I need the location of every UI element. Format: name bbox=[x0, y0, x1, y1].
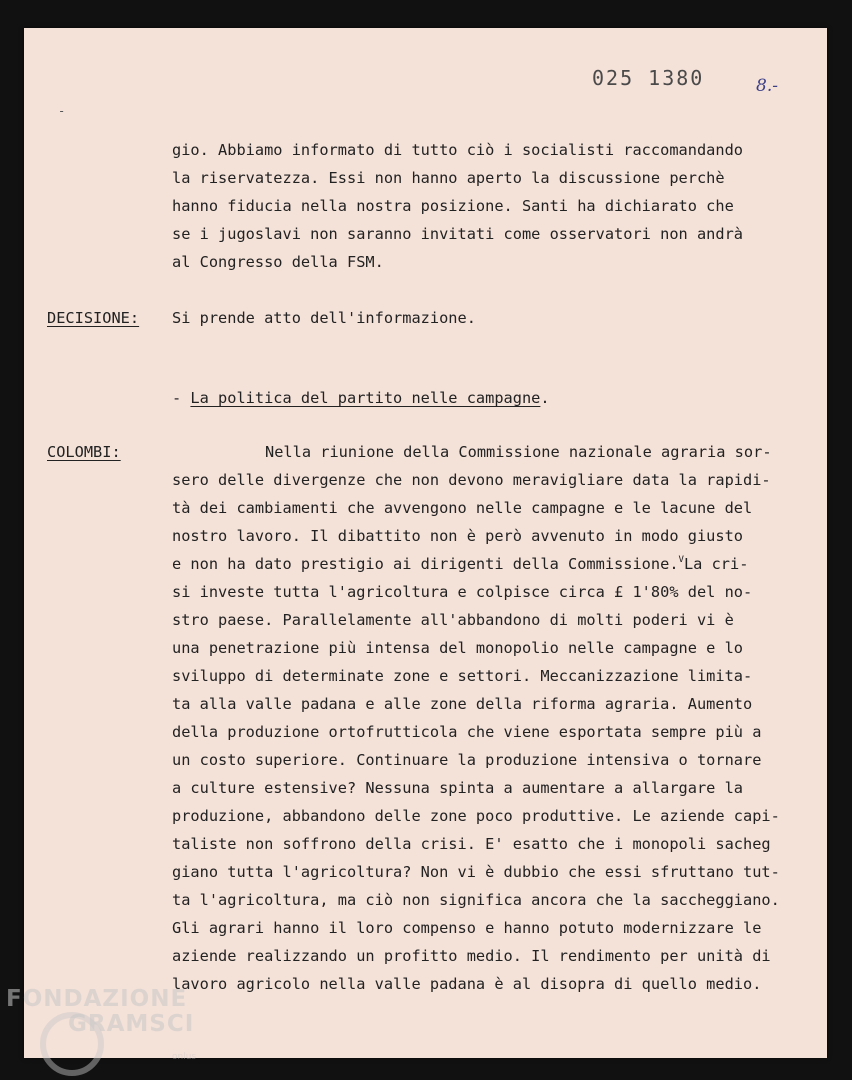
text-line: sero delle divergenze che non devono meravigliare data la rapidi- bbox=[172, 471, 771, 489]
section-end: . bbox=[540, 389, 550, 407]
text-line bbox=[172, 557, 748, 572]
text-line: gio. Abbiamo informato di tutto ciò i socialisti raccomandando bbox=[172, 141, 743, 159]
text-line: aziende realizzando un profitto medio. Il rendimento per unità di bbox=[172, 947, 771, 965]
text-line: se i jugoslavi non saranno invitati come osservatori non andrà bbox=[172, 225, 743, 243]
watermark-line: GRAMSCI bbox=[68, 1011, 195, 1037]
archive-number: 025 1380 bbox=[592, 66, 705, 90]
text-line: produzione, abbandono delle zone poco produttive. Le aziende capi- bbox=[172, 807, 780, 825]
text-line: lavoro agricolo nella valle padana è al disopra di quello medio. bbox=[172, 975, 762, 993]
text-line: giano tutta l'agricoltura? Non vi è dubbio che essi sfruttano tut- bbox=[172, 863, 780, 881]
text-line: la riservatezza. Essi non hanno aperto la discussione perchè bbox=[172, 169, 725, 187]
text-line: ta alla valle padana e alle zone della riforma agraria. Aumento bbox=[172, 695, 753, 713]
section-title: La politica del partito nelle campagne bbox=[190, 389, 541, 407]
text-line: un costo superiore. Continuare la produzione intensiva o tornare bbox=[172, 751, 762, 769]
page-folio: 8.- bbox=[756, 76, 778, 96]
text-line: si investe tutta l'agricoltura e colpisce circa £ 1'80% del no- bbox=[172, 583, 753, 601]
text-line: Nella riunione della Commissione nazionale agraria sor- bbox=[265, 443, 772, 461]
text-line: tà dei cambiamenti che avvengono nelle campagne e le lacune del bbox=[172, 499, 753, 517]
section-dash: - bbox=[172, 389, 191, 407]
correction-mark: V bbox=[678, 555, 684, 565]
text-line: a culture estensive? Nessuna spinta a aumentare a allargare la bbox=[172, 779, 743, 797]
text-line: sviluppo di determinate zone e settori. Meccanizzazione limita- bbox=[172, 667, 753, 685]
text-line: Gli agrari hanno il loro compenso e hanno potuto modernizzare le bbox=[172, 919, 762, 937]
section-heading bbox=[172, 391, 550, 406]
speaker-label: COLOMBI: bbox=[47, 443, 121, 461]
corner-mark: - bbox=[58, 104, 66, 118]
decision-label: DECISIONE: bbox=[47, 309, 140, 327]
text-line: al Congresso della FSM. bbox=[172, 253, 384, 271]
watermark-line: FONDAZIONE bbox=[6, 986, 188, 1012]
text-line: hanno fiducia nella nostra posizione. Santi ha dichiarato che bbox=[172, 197, 734, 215]
text-line: stro paese. Parallelamente all'abbandono di molti poderi vi è bbox=[172, 611, 734, 629]
text-segment: La cri- bbox=[683, 555, 749, 573]
watermark-sub: onlus bbox=[172, 1052, 197, 1062]
text-line: una penetrazione più intensa del monopolio nelle campagne e lo bbox=[172, 639, 743, 657]
text-segment: e non ha dato prestigio ai dirigenti della Commissione. bbox=[172, 555, 679, 573]
text-line: ta l'agricoltura, ma ciò non significa ancora che la saccheggiano. bbox=[172, 891, 780, 909]
watermark bbox=[6, 988, 194, 1036]
text-line: della produzione ortofrutticola che viene esportata sempre più a bbox=[172, 723, 762, 741]
decision-text: Si prende atto dell'informazione. bbox=[172, 309, 476, 327]
text-line: taliste non soffrono della crisi. E' esatto che i monopoli sacheg bbox=[172, 835, 771, 853]
text-line: nostro lavoro. Il dibattito non è però avvenuto in modo giusto bbox=[172, 527, 743, 545]
